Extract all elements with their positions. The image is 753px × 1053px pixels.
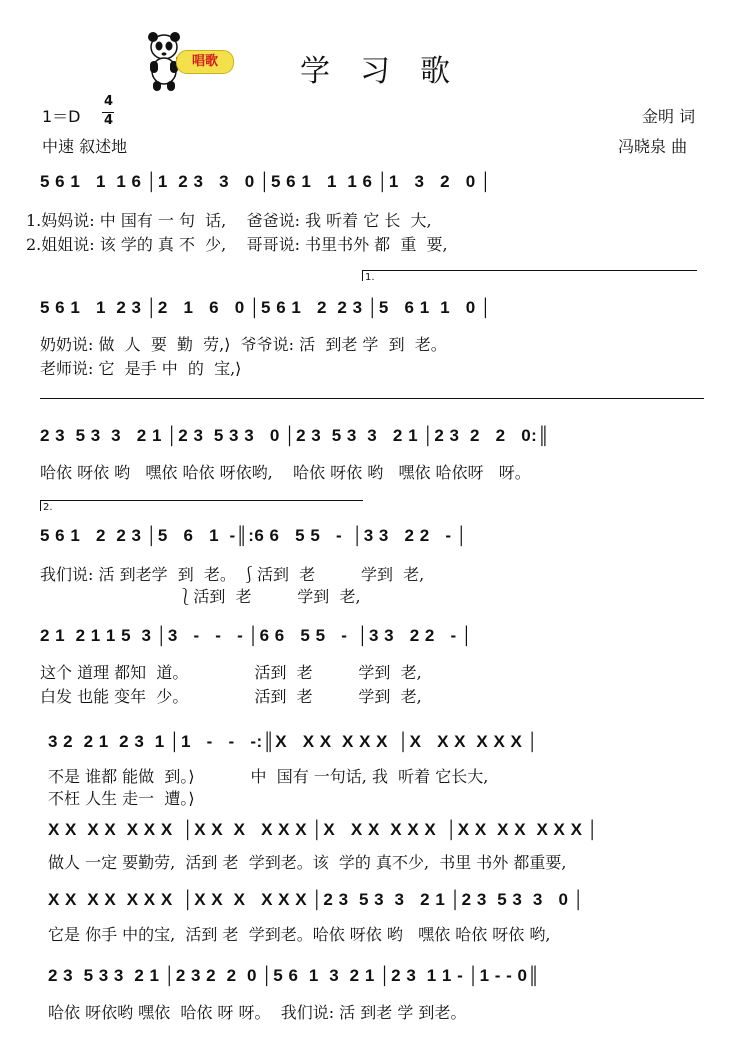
- notation-line-6: 3 2 2 1 2 3 1 │1 - - -:║X X X X X X │X X X X X X │: [48, 732, 539, 751]
- time-signature-bottom: 4: [104, 113, 114, 128]
- notation-line-1: 5 6 1 1 1 6 │1 2 3 3 0 │5 6 1 1 1 6 │1 3 2 0 │: [40, 172, 493, 191]
- lyric-line-4b: ⎱活到 老 学到 老,: [40, 587, 361, 606]
- lyric-line-5a: 这个 道理 都知 道。 活到 老 学到 老,: [40, 663, 422, 682]
- lyric-line-2b: 老师说: 它 是手 中 的 宝,⟩: [40, 359, 242, 378]
- lyric-line-2a: 奶奶说: 做 人 要 勤 劳,⟩ 爷爷说: 活 到老 学 到 老。: [40, 335, 447, 354]
- lyric-line-6b: 不枉 人生 走一 遭。⟩: [48, 789, 195, 808]
- notation-line-9: 2 3 5 3 3 2 1 │2 3 2 2 0 │5 6 1 3 2 1 │2 3 1 1 - │1 - - 0║: [48, 966, 541, 985]
- time-signature-top: 4: [104, 94, 114, 109]
- repeat-bracket-top: [40, 398, 704, 399]
- lyric-line-7a: 做人 一定 要勤劳, 活到 老 学到老。该 学的 真不少, 书里 书外 都重要,: [48, 853, 567, 872]
- notation-line-2: 5 6 1 1 2 3 │2 1 6 0 │5 6 1 2 2 3 │5 6 1 1 0 │: [40, 298, 493, 317]
- composer-credit: 冯晓泉 曲: [618, 137, 688, 156]
- notation-line-8: X X X X X X X │X X X X X X │2 3 5 3 3 2 1 │2 3 5 3 3 0 │: [48, 890, 585, 909]
- notation-line-5: 2 1 2 1 1 5 3 │3 - - - │6 6 5 5 - │3 3 2 2 - │: [40, 626, 474, 645]
- tempo-marking: 中速 叙述地: [42, 137, 128, 156]
- volta-bracket-2: [40, 500, 363, 511]
- volta-number-2: 2.: [43, 502, 53, 513]
- lyric-line-4a: 我们说: 活 到老学 到 老。 ⎰活到 老 学到 老,: [40, 565, 425, 584]
- song-badge: 唱歌: [176, 50, 234, 74]
- notation-line-3: 2 3 5 3 3 2 1 │2 3 5 3 3 0 │2 3 5 3 3 2 1 │2 3 2 2 0:║: [40, 426, 550, 445]
- lyric-line-1a: 1.妈妈说: 中 国有 一 句 话, 爸爸说: 我 听着 它 长 大,: [26, 211, 432, 230]
- lyric-line-9a: 哈依 呀依哟 嘿依 哈依 呀 呀。 我们说: 活 到老 学 到老。: [48, 1003, 467, 1022]
- key-signature: 1＝D: [42, 107, 81, 126]
- lyric-line-1b: 2.姐姐说: 该 学的 真 不 少, 哥哥说: 书里书外 都 重 要,: [26, 235, 448, 254]
- volta-bracket-1: [362, 270, 697, 281]
- volta-number-1: 1.: [365, 272, 375, 283]
- lyricist-credit: 金明 词: [642, 107, 696, 126]
- lyric-line-3a: 哈依 呀依 哟 嘿依 哈依 呀依哟, 哈依 呀依 哟 嘿依 哈依呀 呀。: [40, 463, 531, 482]
- lyric-line-6a: 不是 谁都 能做 到。⟩ 中 国有 一句话, 我 听着 它长大,: [48, 767, 489, 786]
- song-title: 学习歌: [300, 54, 480, 89]
- notation-line-7: X X X X X X X │X X X X X X │X X X X X X │X X X X X X X │: [48, 820, 599, 839]
- notation-line-4: 5 6 1 2 2 3 │5 6 1 -║:6 6 5 5 - │3 3 2 2 - │: [40, 526, 468, 545]
- lyric-line-8a: 它是 你手 中的宝, 活到 老 学到老。哈依 呀依 哟 嘿依 哈依 呀依 哟,: [48, 925, 551, 944]
- lyric-line-5b: 白发 也能 变年 少。 活到 老 学到 老,: [40, 687, 422, 706]
- panda-logo: [132, 12, 180, 74]
